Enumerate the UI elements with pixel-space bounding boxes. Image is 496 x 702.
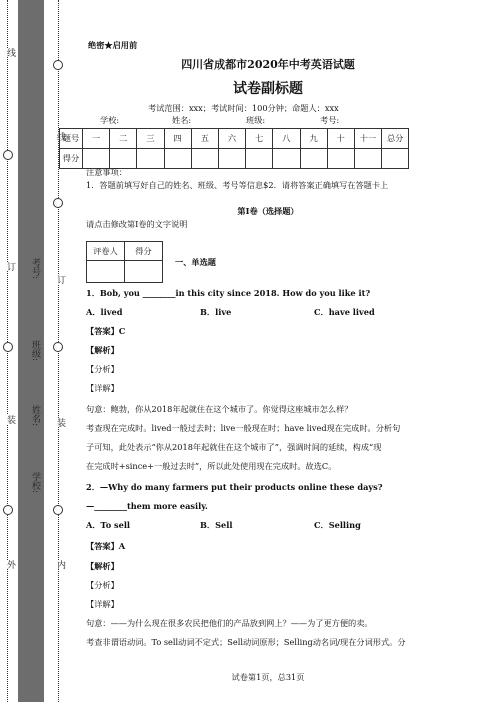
score-cell[interactable] — [327, 149, 354, 169]
outer-hole-circle — [3, 342, 13, 352]
outer-label-line: 线 — [5, 48, 15, 57]
score-table-score-row — [60, 149, 409, 169]
binding-field-xuexiao: 学校: — [30, 472, 40, 494]
question-option: B．Sell — [200, 520, 233, 530]
analysis-label: 【解析】 — [86, 345, 119, 355]
section-title: 第I卷（选择题） — [237, 206, 299, 216]
score-table-header: 一 — [83, 129, 110, 149]
score-table-header: 七 — [246, 129, 273, 149]
score-table-header: 总分 — [382, 129, 409, 149]
detail-line: 句意：——为什么现在很多农民把他们的产品放到网上？——为了更方便的卖。 — [86, 618, 373, 628]
detail-line: 句意：鲍勃，你从2018年起就住在这个城市了。你觉得这座城市怎么样？ — [86, 404, 353, 414]
binding-field-kaohao: 考号: — [30, 258, 40, 280]
inner-hole-circle — [53, 342, 63, 352]
binding-field-xingming: 姓名: — [30, 405, 40, 427]
outer-hole-circle — [3, 150, 13, 160]
score-row-label: 得分 — [60, 149, 83, 169]
detail-line: 考查非谓语动词。To sell动词不定式；Sell动词原形；Selling动名词/现在分词形式。分 — [86, 637, 406, 647]
question-option: A．lived — [86, 307, 123, 317]
inner-label-ding: 订 — [55, 275, 65, 284]
question-stem-reply: —________them more easily. — [86, 501, 208, 511]
question-option: C．Selling — [314, 520, 361, 530]
analysis-sub-label: 【分析】 — [86, 364, 119, 374]
header-field-name: 姓名: — [172, 115, 192, 125]
outer-hole-circle — [3, 505, 13, 515]
score-cell[interactable] — [382, 149, 409, 169]
score-cell[interactable] — [191, 149, 218, 169]
outer-label-ding: 订 — [5, 262, 15, 271]
score-cell[interactable] — [83, 149, 110, 169]
exam-title: 四川省成都市2020年中考英语试题 — [181, 58, 355, 71]
question-option: B．live — [200, 307, 232, 317]
outer-label-zhuang: 装 — [5, 415, 15, 424]
header-field-school: 学校: — [100, 115, 120, 125]
question-option: A．To sell — [86, 520, 131, 530]
score-table-header: 九 — [300, 129, 327, 149]
detail-label: 【详解】 — [86, 599, 119, 609]
confidential-mark: 绝密★启用前 — [88, 40, 138, 50]
inner-label-line: 线 — [55, 132, 65, 141]
detail-line: 在完成时+since+一般过去时”，所以此处使用现在完成时。故选C。 — [86, 461, 337, 471]
question-option: C．have lived — [314, 307, 375, 317]
grader-table — [86, 241, 163, 283]
page-footer: 试卷第1页，总31页 — [231, 672, 305, 682]
detail-line: 子可知，此处表示“你从2018年起就住在这个城市了”，强调时间的延续，构成“现 — [86, 442, 382, 452]
score-table-header: 二 — [110, 129, 137, 149]
section-instruction: 请点击修改第I卷的文字说明 — [86, 219, 188, 229]
analysis-sub-label: 【分析】 — [86, 580, 119, 590]
score-table-header: 八 — [273, 129, 300, 149]
grader-header: 得分 — [125, 242, 163, 261]
exam-info: 考试范围：xxx；考试时间：100分钟；命题人：xxx — [148, 103, 339, 113]
part-title: 一、单选题 — [175, 257, 216, 267]
score-table-header: 五 — [191, 129, 218, 149]
notes-item: 1．答题前填写好自己的姓名、班级、考号等信息$2．请将答案正确填写在答题卡上 — [86, 180, 389, 190]
score-cell[interactable] — [137, 149, 164, 169]
score-table-header-row — [60, 129, 409, 149]
score-table-header: 三 — [137, 129, 164, 149]
binding-field-banji: 班级: — [30, 340, 40, 362]
score-table-header: 十 — [327, 129, 354, 149]
inner-label-nei: 内 — [55, 560, 65, 569]
score-cell[interactable] — [164, 149, 191, 169]
score-cell[interactable] — [110, 149, 137, 169]
detail-line: 考查现在完成时。lived一般过去时；live一般现在时；have lived现在完成时。分析句 — [86, 423, 401, 433]
binding-margin — [0, 0, 80, 702]
notes-title: 注意事项： — [86, 167, 127, 177]
answer-label: 【答案】A — [86, 541, 126, 551]
score-table-header: 六 — [218, 129, 245, 149]
outer-label-wai: 外 — [5, 560, 15, 569]
score-table-header: 题号 — [60, 129, 83, 149]
score-table-header: 十一 — [354, 129, 381, 149]
score-cell[interactable] — [273, 149, 300, 169]
header-field-class: 班级: — [246, 115, 266, 125]
exam-subtitle: 试卷副标题 — [233, 81, 303, 97]
grader-cell[interactable] — [125, 261, 163, 283]
analysis-label: 【解析】 — [86, 561, 119, 571]
question-stem: 1．Bob, you ________in this city since 2018. How do you like it? — [86, 288, 371, 298]
inner-hole-circle — [53, 505, 63, 515]
detail-label: 【详解】 — [86, 383, 119, 393]
score-cell[interactable] — [218, 149, 245, 169]
score-cell[interactable] — [246, 149, 273, 169]
inner-label-zhuang: 装 — [55, 418, 65, 427]
answer-label: 【答案】C — [86, 326, 126, 336]
grader-header: 评卷人 — [87, 242, 125, 261]
score-cell[interactable] — [300, 149, 327, 169]
grader-cell[interactable] — [87, 261, 125, 283]
score-cell[interactable] — [354, 149, 381, 169]
question-stem: 2．—Why do many farmers put their products online these days? — [86, 482, 383, 492]
score-table — [59, 128, 409, 169]
header-field-number: 考号: — [320, 115, 340, 125]
score-table-header: 四 — [164, 129, 191, 149]
